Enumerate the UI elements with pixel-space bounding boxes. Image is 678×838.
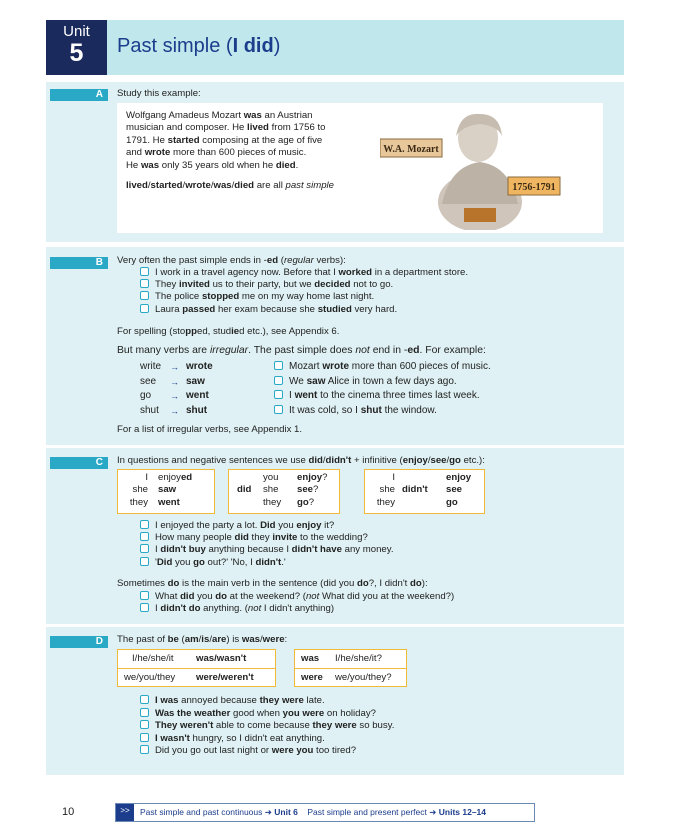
plaque-name: W.A. Mozart <box>383 144 439 155</box>
text-run: didn't do <box>160 603 201 615</box>
positive-subjects <box>122 472 148 509</box>
verb-past: saw <box>186 375 205 387</box>
text-run: But many verbs are <box>117 345 210 356</box>
text-run: The police <box>155 291 202 303</box>
bullet-icon <box>140 745 149 754</box>
text-run: I <box>155 544 161 556</box>
bullet-icon <box>274 405 283 414</box>
text-run: didn't <box>255 556 282 568</box>
table-cell <box>297 472 327 484</box>
table-cell: enjoy <box>446 472 472 483</box>
text-run: + infinitive ( <box>351 455 403 466</box>
text-run: ie <box>231 326 240 337</box>
text-run: not <box>355 345 370 356</box>
negative-table <box>364 469 485 514</box>
section-b-label: B <box>50 257 108 269</box>
text-run: / <box>198 634 202 645</box>
text-run: were you <box>271 745 314 757</box>
example-line <box>140 733 618 746</box>
positive-table <box>117 469 215 514</box>
irregular-verb-row <box>140 360 600 375</box>
table-cell: I <box>392 472 395 483</box>
section-c-label: C <box>50 457 108 469</box>
text-run: .' <box>281 556 286 568</box>
example-line <box>140 291 618 303</box>
table-cell: she <box>132 484 148 496</box>
do-examples <box>140 591 618 615</box>
text-run: see <box>430 455 447 466</box>
text-run: d etc.), see Appendix 6. <box>239 326 340 337</box>
table-cell <box>297 497 327 509</box>
text-run: do <box>167 578 180 589</box>
text-run: went <box>294 390 318 402</box>
table-cell: she <box>263 484 279 496</box>
text-run: saw <box>158 484 177 496</box>
was-subject: I/he/she/it <box>132 653 174 664</box>
text-run: Mozart <box>289 361 323 372</box>
text-run: at the weekend? ( <box>227 591 306 602</box>
table-cell <box>158 484 192 496</box>
table-cell: she <box>379 484 395 496</box>
text-run: musician and composer. He <box>126 122 248 134</box>
text-run: you <box>275 520 297 531</box>
text-run: I didn't anything) <box>261 603 335 615</box>
text-run: / <box>231 180 235 191</box>
text-run: very hard. <box>351 303 398 315</box>
verb-example <box>274 375 457 390</box>
section-a-intro: Study this example: <box>117 88 201 99</box>
text-run: . For example: <box>419 345 486 356</box>
verb-base: see <box>140 375 157 387</box>
was-question-subject: I/he/she/it? <box>335 653 382 664</box>
ref-units-12-14[interactable]: Units 12–14 <box>438 807 487 817</box>
cross-reference-icon: >> <box>116 804 134 821</box>
text-run: I <box>155 603 161 615</box>
text-run: were <box>262 634 285 645</box>
text-run: wrote <box>185 180 211 191</box>
text-run: I work in a travel agency now. Before that I <box>155 267 339 278</box>
text-run: 1791. He <box>126 134 168 146</box>
text-run: annoyed because <box>178 695 260 706</box>
example-line <box>140 603 618 615</box>
irregular-verb-row <box>140 375 600 390</box>
table-cell <box>297 484 327 496</box>
cross-reference-bar <box>115 803 535 822</box>
text-run: composing at the age of five <box>199 134 323 146</box>
were-question-subject: we/you/they? <box>335 672 392 683</box>
ref-unit-6[interactable]: Unit 6 <box>274 807 298 817</box>
text-run: Was the weather <box>155 707 231 719</box>
was-were-table <box>117 649 276 687</box>
text-run: Very often the past simple ends in - <box>117 255 267 266</box>
text-run: They weren't <box>155 720 214 732</box>
text-run: / <box>446 455 450 466</box>
text-run: Did <box>260 520 276 531</box>
text-run: see <box>297 484 314 496</box>
spelling-note <box>117 326 618 338</box>
question-table <box>228 469 340 514</box>
text-run: did <box>180 591 195 602</box>
text-run: Wolfgang Amadeus Mozart <box>126 110 244 121</box>
verb-base: shut <box>140 404 159 416</box>
text-run: didn't <box>325 455 352 466</box>
text-run: did <box>234 532 249 544</box>
text-run: end in - <box>369 345 408 356</box>
text-run: so busy. <box>356 720 395 732</box>
text-run: enjoy <box>296 520 322 531</box>
text-run: For spelling (sto <box>117 326 186 337</box>
table-cell: you <box>263 472 279 483</box>
text-run: go <box>297 496 309 508</box>
text-run: ed <box>266 255 279 266</box>
text-run: enjoy <box>297 472 323 483</box>
question-aux: did <box>237 484 252 495</box>
text-run: wrote <box>144 147 171 159</box>
text-run: any money. <box>341 544 394 556</box>
text-run: in a department store. <box>372 267 469 278</box>
text-run: ): <box>421 578 428 589</box>
example-line <box>140 695 618 708</box>
bullet-icon <box>140 695 149 704</box>
text-run: too tired? <box>313 745 357 757</box>
text-run: It was cold, so I <box>289 404 361 416</box>
bullet-icon <box>140 557 149 566</box>
text-run: What did you at the weekend?) <box>319 591 455 602</box>
regular-examples <box>140 267 618 316</box>
text-run: was <box>213 180 232 191</box>
example-line <box>140 591 618 603</box>
text-run: didn't have <box>291 544 342 556</box>
irregular-verb-row <box>140 389 600 404</box>
text-run: from 1756 to <box>268 122 326 134</box>
table-cell: they <box>376 496 395 508</box>
text-run: ed, stud <box>196 326 232 337</box>
text-run: are <box>211 634 227 645</box>
text-run: I was <box>155 695 179 706</box>
example-line <box>140 557 618 569</box>
text-run: studied <box>317 303 352 315</box>
text-run: worked <box>338 267 373 278</box>
text-run: you <box>172 556 194 568</box>
verb-example <box>274 404 437 419</box>
text-run: The past of <box>117 634 168 645</box>
text-run: . The past simple does <box>248 345 356 356</box>
text-run: they were <box>312 720 357 732</box>
example-line <box>140 720 618 733</box>
text-run: not <box>247 603 262 615</box>
text-run: only 35 years old when he <box>159 159 276 171</box>
text-run: late. <box>303 695 325 706</box>
text-run: ed <box>407 345 420 356</box>
text-run: I wasn't <box>155 732 190 744</box>
text-run: Did you go out last night or <box>155 745 272 757</box>
page-title: Past simple (I did) <box>117 35 281 57</box>
text-run: died <box>275 159 296 171</box>
text-run: enjoy <box>158 472 181 483</box>
text-run: decided <box>314 279 351 291</box>
text-run: they were <box>259 695 304 706</box>
text-run: they <box>248 532 273 544</box>
text-run: ? <box>322 472 328 483</box>
text-run: do <box>410 578 422 589</box>
page-number: 10 <box>62 806 75 818</box>
example-line <box>140 544 618 556</box>
text-run: etc.): <box>460 455 485 466</box>
text-run: able to come because <box>213 720 313 732</box>
text-run: and <box>126 147 145 159</box>
text-run: shut <box>360 404 382 416</box>
text-run: more than 600 pieces of music. <box>349 361 491 372</box>
example-line <box>140 267 618 279</box>
text-run: you <box>194 591 216 602</box>
text-run: went <box>158 496 180 508</box>
verb-example <box>274 389 480 404</box>
question-verbs <box>297 472 327 509</box>
table-cell: they <box>129 496 148 508</box>
text-run: ( <box>178 634 185 645</box>
were-subject: we/you/they <box>124 672 176 683</box>
unit-word: Unit <box>63 23 90 40</box>
text-run: ?, I didn't <box>368 578 411 589</box>
text-run: / <box>209 634 212 645</box>
text-run: I <box>289 390 295 402</box>
text-run: verbs): <box>313 255 346 266</box>
text-run: What <box>155 591 181 602</box>
text-run: started <box>167 134 200 146</box>
text-run: her exam because she <box>215 303 318 315</box>
unit-number: 5 <box>69 39 84 67</box>
verb-past: went <box>186 390 209 402</box>
text-run: good when <box>230 707 283 719</box>
text-run: me on my way home last night. <box>239 291 375 303</box>
example-line <box>140 279 618 291</box>
bullet-icon <box>140 544 149 553</box>
bullet-icon <box>140 591 149 600</box>
text-run: / <box>427 455 431 466</box>
table-cell: go <box>446 496 458 508</box>
main-verb-note <box>117 578 618 590</box>
text-run: died <box>234 180 255 191</box>
text-run: hungry, so I didn't eat anything. <box>189 732 325 744</box>
verb-past: shut <box>186 404 208 416</box>
text-run: are all <box>254 180 286 191</box>
irregular-verbs <box>140 360 600 418</box>
bullet-icon <box>140 708 149 717</box>
was-question: was <box>301 653 320 664</box>
text-run: it? <box>321 520 335 531</box>
title-bar <box>107 20 624 75</box>
text-run: In questions and negative sentences we use <box>117 455 309 466</box>
text-run: Laura <box>155 303 183 315</box>
bullet-icon <box>140 733 149 742</box>
text-run: irregular <box>209 345 249 356</box>
unit-badge <box>46 20 107 75</box>
text-run: He <box>126 159 141 171</box>
mozart-bust-image <box>380 106 580 230</box>
arrow-icon: → <box>170 391 179 402</box>
text-run: ? <box>308 496 315 508</box>
text-run: out?' 'No, I <box>204 556 256 568</box>
text-run: / <box>182 180 186 191</box>
text-run: on holiday? <box>324 707 376 719</box>
example-line <box>140 532 618 544</box>
negative-aux: didn't <box>402 484 428 495</box>
text-run: lived <box>126 180 148 191</box>
bullet-icon <box>140 520 149 529</box>
ref-present-perfect[interactable]: Past simple and present perfect <box>307 807 427 817</box>
was-were-examples <box>140 695 618 758</box>
text-run: / <box>147 180 151 191</box>
text-run: anything. ( <box>200 603 248 615</box>
ref-past-continuous[interactable]: Past simple and past continuous <box>140 807 263 817</box>
text-run: invite <box>272 532 298 544</box>
verb-base: go <box>140 390 152 402</box>
text-run: We <box>289 375 307 387</box>
negative-verbs <box>446 472 471 509</box>
text-run: am <box>184 634 199 645</box>
example-line <box>140 745 618 758</box>
did-examples <box>140 520 618 569</box>
table-cell <box>158 497 192 509</box>
text-run: They <box>155 279 179 291</box>
were-form: were/weren't <box>196 672 254 683</box>
verb-example <box>274 360 491 375</box>
text-run: invited <box>179 279 210 291</box>
text-run: passed <box>182 303 216 315</box>
section-a-label: A <box>50 89 108 101</box>
section-d-label: D <box>50 636 108 648</box>
text-run: ' <box>155 556 157 568</box>
table-cell: they <box>263 496 282 508</box>
bullet-icon <box>140 267 149 276</box>
text-run: is the main verb in the sentence (did you <box>179 578 357 589</box>
positive-verbs <box>158 472 192 509</box>
example-line <box>140 520 618 532</box>
text-run: not to go. <box>350 279 394 291</box>
was-were-question-table <box>294 649 407 687</box>
section-c-intro <box>117 455 618 467</box>
text-run: : <box>284 634 288 645</box>
verb-base: write <box>140 361 162 372</box>
table-cell: I <box>145 472 148 483</box>
text-run: do <box>215 591 227 602</box>
arrow-icon: → <box>170 362 179 372</box>
arrow-icon: → <box>170 405 179 416</box>
text-run: to the cinema three times last week. <box>317 390 480 402</box>
bullet-icon <box>274 390 283 399</box>
section-d-intro <box>117 634 618 646</box>
text-run: enjoy <box>402 455 428 466</box>
was-form: was/wasn't <box>196 653 247 664</box>
bullet-icon <box>140 532 149 541</box>
bullet-icon <box>274 376 283 385</box>
text-run: pp <box>185 326 197 337</box>
text-run: lived <box>247 122 269 134</box>
text-run: us to their party, but we <box>209 279 315 291</box>
text-run: saw <box>306 375 326 387</box>
bullet-icon <box>140 603 149 612</box>
text-run: go <box>449 455 461 466</box>
verb-past: wrote <box>186 361 213 372</box>
text-run: Sometimes <box>117 578 168 589</box>
arrow-icon: ➜ <box>429 807 437 817</box>
text-run: / <box>260 634 263 645</box>
irregular-list-note: For a list of irregular verbs, see Appendix 1. <box>117 424 303 435</box>
text-run: regular <box>283 255 314 266</box>
text-run: started <box>150 180 183 191</box>
example-line <box>140 708 618 721</box>
text-run: to the wedding? <box>297 532 368 544</box>
arrow-icon: ➜ <box>264 807 272 817</box>
text-run: did <box>308 455 323 466</box>
bullet-icon <box>140 279 149 288</box>
table-cell <box>158 472 192 484</box>
text-run: didn't buy <box>160 544 206 556</box>
text-run: / <box>210 180 214 191</box>
bullet-icon <box>140 304 149 313</box>
text-run: ) is <box>226 634 242 645</box>
were-question: were <box>301 672 323 683</box>
text-run: an Austrian <box>261 110 313 121</box>
bullet-icon <box>274 361 283 370</box>
question-subjects <box>263 472 281 509</box>
text-run: was <box>140 159 160 171</box>
text-run: be <box>167 634 179 645</box>
text-run: anything because I <box>205 544 292 556</box>
irregular-intro <box>117 345 618 357</box>
text-run: ( <box>278 255 284 266</box>
text-run: ? <box>313 484 319 496</box>
table-cell: see <box>446 484 463 496</box>
plaque-years: 1756-1791 <box>512 182 556 193</box>
text-run: was <box>241 634 260 645</box>
text-run: Did <box>156 556 173 568</box>
text-run: do <box>356 578 369 589</box>
bullet-icon <box>140 720 149 729</box>
text-run: past simple <box>285 180 335 191</box>
text-run: the window. <box>381 404 437 416</box>
text-run: is <box>201 634 210 645</box>
text-run: wrote <box>322 361 350 372</box>
text-run: not <box>305 591 320 602</box>
bullet-icon <box>140 291 149 300</box>
text-run: stopped <box>201 291 240 303</box>
negative-subjects <box>367 472 395 509</box>
section-b-intro <box>117 255 618 267</box>
text-run: I enjoyed the party a lot. <box>155 520 261 531</box>
text-run: more than 600 pieces of music. <box>170 147 307 159</box>
text-run: How many people <box>155 532 235 544</box>
text-run: you were <box>282 707 325 719</box>
text-run: / <box>322 455 326 466</box>
text-run: ed <box>180 472 193 483</box>
text-run: go <box>193 556 205 568</box>
text-run: Alice in town a few days ago. <box>325 375 457 387</box>
arrow-icon: → <box>170 376 179 387</box>
text-run: was <box>243 110 262 121</box>
example-line <box>140 304 618 316</box>
text-run: . <box>295 159 299 171</box>
irregular-verb-row <box>140 404 600 419</box>
